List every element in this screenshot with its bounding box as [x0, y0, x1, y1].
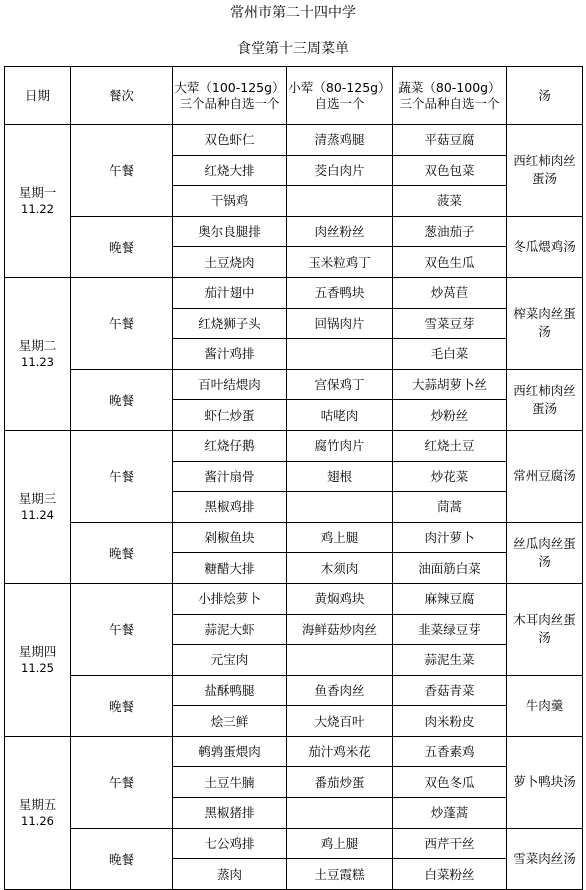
vegetable-item: 西芹干丝 [393, 828, 507, 859]
soup-name: 西红柿肉丝蛋汤 [513, 153, 576, 187]
small-meat-item: 土豆霞糕 [287, 859, 393, 890]
vegetable-item: 双色冬瓜 [393, 767, 507, 798]
small-meat-item: 咕咾肉 [287, 400, 393, 431]
soup-cell [507, 522, 583, 583]
table-row [5, 522, 583, 553]
soup-cell [507, 125, 583, 217]
vegetable-item: 双色包菜 [393, 155, 507, 186]
day-name: 星期五 [18, 796, 57, 812]
big-meat-item: 茄汁翅中 [173, 277, 287, 308]
small-meat-item [287, 339, 393, 370]
soup-cell [507, 736, 583, 828]
meal-cell: 晚餐 [71, 369, 173, 430]
vegetable-item: 茼蒿 [393, 492, 507, 523]
small-meat-item [287, 645, 393, 676]
table-row [5, 736, 583, 767]
big-meat-item: 土豆烧肉 [173, 247, 287, 278]
day-cell [5, 277, 71, 430]
soup-name: 冬瓜煨鸡汤 [513, 238, 576, 254]
meal-cell: 午餐 [71, 125, 173, 217]
soup-cell [507, 675, 583, 736]
school-title: 常州市第二十四中学 [230, 5, 356, 21]
soup-cell [507, 216, 583, 277]
soup-name: 榨菜肉丝蛋汤 [513, 306, 576, 340]
big-meat-item: 盐酥鸭腿 [173, 675, 287, 706]
day-date: 11.22 [21, 201, 54, 216]
big-meat-item: 土豆牛腩 [173, 767, 287, 798]
small-meat-item: 鸡上腿 [287, 522, 393, 553]
vegetable-item: 平菇豆腐 [393, 125, 507, 156]
big-meat-item: 小排烩萝卜 [173, 583, 287, 614]
small-meat-item: 鸡上腿 [287, 828, 393, 859]
header-soup: 汤 [507, 67, 583, 125]
day-cell [5, 583, 71, 736]
vegetable-item: 炒花菜 [393, 461, 507, 492]
vegetable-item: 菠菜 [393, 186, 507, 217]
big-meat-item: 干锅鸡 [173, 186, 287, 217]
small-meat-item: 玉米粒鸡丁 [287, 247, 393, 278]
big-meat-item: 七公鸡排 [173, 828, 287, 859]
big-meat-item: 酱汁扇骨 [173, 461, 287, 492]
big-meat-item: 黑椒鸡排 [173, 492, 287, 523]
vegetable-item: 雪菜豆芽 [393, 308, 507, 339]
day-name: 星期一 [18, 184, 57, 200]
small-meat-item: 翅根 [287, 461, 393, 492]
vegetable-item: 蒜泥生菜 [393, 645, 507, 676]
small-meat-item: 番茄炒蛋 [287, 767, 393, 798]
big-meat-item: 剁椒鱼块 [173, 522, 287, 553]
soup-cell [507, 828, 583, 889]
day-name: 星期二 [18, 337, 57, 353]
vegetable-item: 五香素鸡 [393, 736, 507, 767]
day-cell [5, 125, 71, 278]
menu-title: 食堂第十三周菜单 [237, 41, 349, 57]
menu-body [5, 125, 583, 890]
header-small-meat: 小荤（80-125g）自选一个 [287, 67, 393, 125]
small-meat-item: 黄焖鸡块 [287, 583, 393, 614]
meal-cell: 晚餐 [71, 522, 173, 583]
weekly-menu-table [4, 66, 583, 890]
big-meat-item: 烩三鲜 [173, 706, 287, 737]
big-meat-item: 元宝肉 [173, 645, 287, 676]
small-meat-item [287, 798, 393, 829]
vegetable-item: 炒粉丝 [393, 400, 507, 431]
big-meat-item: 红烧大排 [173, 155, 287, 186]
small-meat-item: 海鲜菇炒肉丝 [287, 614, 393, 645]
soup-cell [507, 430, 583, 522]
table-row [5, 369, 583, 400]
table-row [5, 583, 583, 614]
small-meat-item: 腐竹肉片 [287, 430, 393, 461]
soup-name: 常州豆腐汤 [513, 468, 576, 484]
day-cell [5, 736, 71, 889]
day-cell [5, 430, 71, 583]
day-name: 星期四 [18, 643, 57, 659]
vegetable-item: 香菇青菜 [393, 675, 507, 706]
big-meat-item: 蒸肉 [173, 859, 287, 890]
meal-cell: 晚餐 [71, 675, 173, 736]
vegetable-item: 白菜粉丝 [393, 859, 507, 890]
vegetable-item: 炒蓬蒿 [393, 798, 507, 829]
soup-name: 雪菜肉丝汤 [513, 850, 576, 866]
big-meat-item: 奥尔良腿排 [173, 216, 287, 247]
big-meat-item: 黑椒猪排 [173, 798, 287, 829]
day-name: 星期三 [18, 490, 57, 506]
soup-name: 牛肉羹 [525, 697, 564, 713]
meal-cell: 午餐 [71, 430, 173, 522]
day-date: 11.25 [21, 660, 54, 675]
small-meat-item: 大烧百叶 [287, 706, 393, 737]
big-meat-item: 酱汁鸡排 [173, 339, 287, 370]
header-row [5, 67, 583, 125]
table-row [5, 675, 583, 706]
vegetable-item: 双色生瓜 [393, 247, 507, 278]
day-date: 11.24 [21, 507, 54, 522]
vegetable-item: 油面筋白菜 [393, 553, 507, 584]
header-date: 日期 [5, 67, 71, 125]
big-meat-item: 糖醋大排 [173, 553, 287, 584]
big-meat-item: 蒜泥大虾 [173, 614, 287, 645]
header-big-meat: 大荤（100-125g）三个品种自选一个 [173, 67, 287, 125]
small-meat-item: 宫保鸡丁 [287, 369, 393, 400]
small-meat-item [287, 492, 393, 523]
small-meat-item: 清蒸鸡腿 [287, 125, 393, 156]
vegetable-item: 炒莴苣 [393, 277, 507, 308]
soup-cell [507, 277, 583, 369]
soup-name: 木耳肉丝蛋汤 [513, 612, 576, 646]
vegetable-item: 毛白菜 [393, 339, 507, 370]
vegetable-item: 大蒜胡萝卜丝 [393, 369, 507, 400]
table-row [5, 430, 583, 461]
big-meat-item: 双色虾仁 [173, 125, 287, 156]
soup-cell [507, 369, 583, 430]
vegetable-item: 韭菜绿豆芽 [393, 614, 507, 645]
vegetable-item: 麻辣豆腐 [393, 583, 507, 614]
day-date: 11.23 [21, 354, 54, 369]
meal-cell: 午餐 [71, 277, 173, 369]
table-row [5, 277, 583, 308]
header-vegetable: 蔬菜（80-100g）三个品种自选一个 [393, 67, 507, 125]
big-meat-item: 红烧仔鹅 [173, 430, 287, 461]
meal-cell: 晚餐 [71, 828, 173, 889]
small-meat-item: 肉丝粉丝 [287, 216, 393, 247]
table-row [5, 828, 583, 859]
header-meal: 餐次 [71, 67, 173, 125]
small-meat-item: 木须肉 [287, 553, 393, 584]
vegetable-item: 红烧土豆 [393, 430, 507, 461]
small-meat-item [287, 186, 393, 217]
vegetable-item: 肉汁萝卜 [393, 522, 507, 553]
soup-name: 西红柿肉丝蛋汤 [513, 382, 576, 416]
big-meat-item: 红烧狮子头 [173, 308, 287, 339]
small-meat-item: 回锅肉片 [287, 308, 393, 339]
vegetable-item: 葱油茄子 [393, 216, 507, 247]
soup-name: 萝卜鸭块汤 [513, 774, 576, 790]
table-row [5, 216, 583, 247]
small-meat-item: 鱼香肉丝 [287, 675, 393, 706]
soup-name: 丝瓜肉丝蛋汤 [513, 535, 576, 569]
small-meat-item: 茭白肉片 [287, 155, 393, 186]
day-date: 11.26 [21, 813, 54, 828]
meal-cell: 午餐 [71, 736, 173, 828]
table-row [5, 125, 583, 156]
small-meat-item: 茄汁鸡米花 [287, 736, 393, 767]
big-meat-item: 百叶结煨肉 [173, 369, 287, 400]
meal-cell: 晚餐 [71, 216, 173, 277]
small-meat-item: 五香鸭块 [287, 277, 393, 308]
vegetable-item: 肉米粉皮 [393, 706, 507, 737]
big-meat-item: 虾仁炒蛋 [173, 400, 287, 431]
meal-cell: 午餐 [71, 583, 173, 675]
big-meat-item: 鹌鹑蛋煨肉 [173, 736, 287, 767]
soup-cell [507, 583, 583, 675]
